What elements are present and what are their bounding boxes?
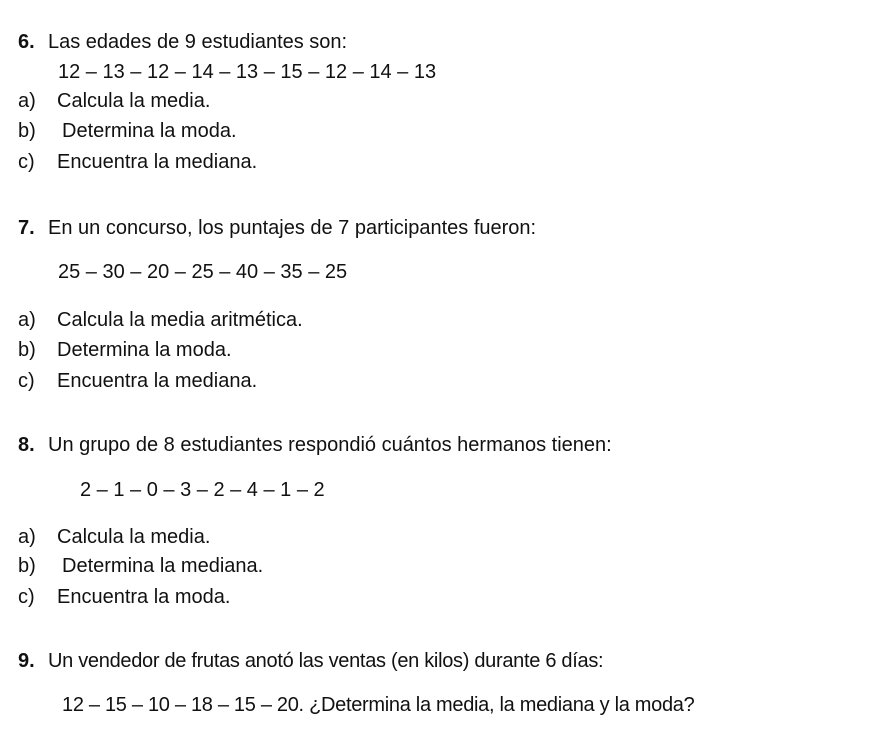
problem-7-item-b-label: b) (18, 339, 36, 361)
problem-9-number: 9. (18, 650, 35, 672)
problem-8-item-b: Determina la mediana. (62, 555, 264, 577)
problem-7-statement: En un concurso, los puntajes de 7 participantes fueron: (48, 217, 537, 239)
problem-9-statement: Un vendedor de frutas anotó las ventas (en kilos) durante 6 días: (48, 650, 604, 672)
problem-9-data: 12 – 15 – 10 – 18 – 15 – 20. ¿Determina la media, la mediana y la moda? (62, 694, 695, 716)
problem-7-item-b: Determina la moda. (57, 339, 232, 361)
problem-7-number: 7. (18, 217, 35, 239)
problem-7-data: 25 – 30 – 20 – 25 – 40 – 35 – 25 (58, 261, 348, 283)
problem-6-item-c-label: c) (18, 151, 35, 173)
problem-7-item-c: Encuentra la mediana. (57, 370, 258, 392)
problem-8-item-a: Calcula la media. (57, 526, 211, 548)
problem-7-item-a-label: a) (18, 309, 36, 331)
problem-8-item-a-label: a) (18, 526, 36, 548)
problem-6-item-c: Encuentra la mediana. (57, 151, 258, 173)
problem-6-item-b-label: b) (18, 120, 36, 142)
problem-8-data: 2 – 1 – 0 – 3 – 2 – 4 – 1 – 2 (80, 479, 325, 501)
problem-8-statement: Un grupo de 8 estudiantes respondió cuántos hermanos tienen: (48, 434, 612, 456)
problem-8-item-c: Encuentra la moda. (57, 586, 231, 608)
problem-8-item-c-label: c) (18, 586, 35, 608)
problem-6-item-a-label: a) (18, 90, 36, 112)
problem-7-item-c-label: c) (18, 370, 35, 392)
problem-7-item-a: Calcula la media aritmética. (57, 309, 303, 331)
problem-6-data: 12 – 13 – 12 – 14 – 13 – 15 – 12 – 14 – 13 (58, 61, 437, 83)
problem-6-number: 6. (18, 31, 35, 53)
problem-8-item-b-label: b) (18, 555, 36, 577)
problem-6-statement: Las edades de 9 estudiantes son: (48, 31, 348, 53)
problem-6-item-a: Calcula la media. (57, 90, 211, 112)
problem-8-number: 8. (18, 434, 35, 456)
problem-6-item-b: Determina la moda. (62, 120, 237, 142)
